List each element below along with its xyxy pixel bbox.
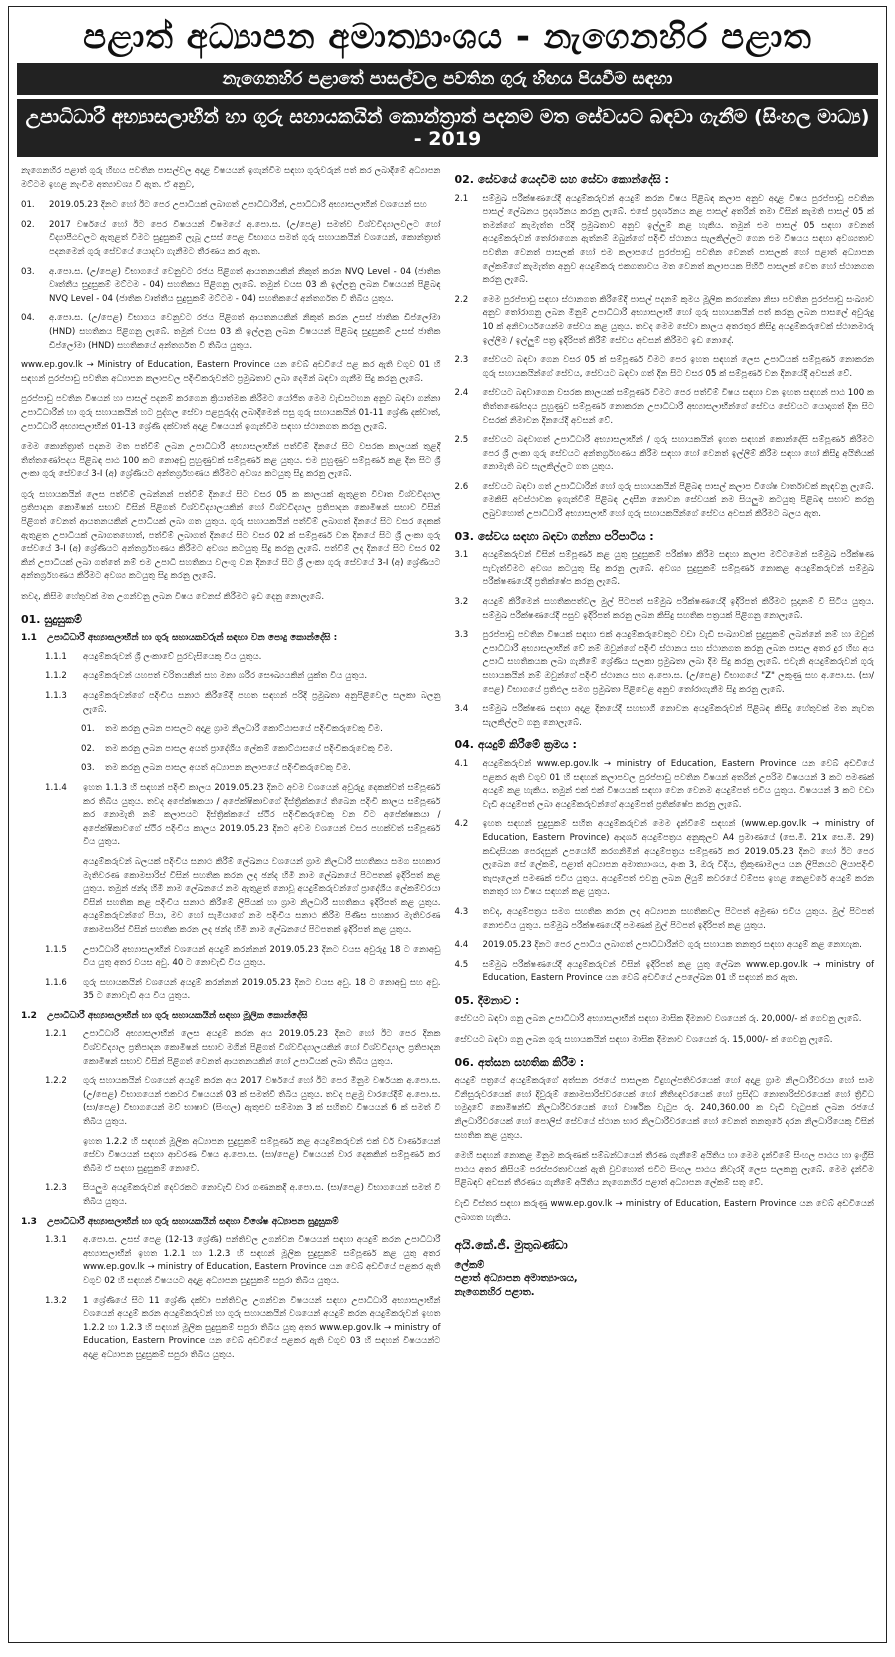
item-text: ඉහත 1.2.2 හි සඳහන් මූලික අධ්‍යාපන සුදුසුකම් සම්පූර්ණ කළ අයදුම්කරුවන් එක් වර් වාර්ණයෙන් සේවා විෂයයන් සඳහා ආවරණ විෂය අ.පො.ස. (සා/පෙළ) විෂයයන් වාර දෙකකින් සම්පූර්ණ කර තිබීම ඒ සඳහා සුදුසුකම් නොවේ.: [83, 1136, 441, 1174]
body-paragraph: ගුරු සහායකයින් ලෙස පත්වීම් ලබන්නන් පත්වීම් දිනයේ සිට වසර 05 ක කාලයක් ඇතුළත විවෘත විශ්වවිද්‍යාල ප්‍රතිපාදන කොමිෂන් සභාව විසින් පිළිගත් විශ්වවිද්‍යාලයකින් හෝ විශ්වවිද්‍යාල ප්‍රතිපාදන කොමිෂන් සභාව විසින් පිළිගත් වෙනත් ආයතනයකින් උපාධියක් ලබා ගත යුතුය. ගුරු සහායකයින් පත්වීම් ලබාගත් දිනයේ සිට වසර දෙකක් ඇතුළත උපාධියක් ලබාගතහොත්, පත්වීම් ලබාගත් දිනයේ සිට වසර 02 ක් සම්පූර්ණ වන දිනයේ සිට ශ්‍රී ලංකා ගුරු සේවයේ 3-I (අ) ශ්‍රේණියට අන්තර්ග්‍රහණය කිරීමට අවශ්‍ය කටයුතු සිදු කරනු ලැබේ. පත්වීම් ලද දිනයේ සිට වසර 02 කින් උපාධියක් ලබා ගත්තේ නම් එම උපාධි සහතිකය වලංගු වන දිනයේ සිට ශ්‍රී ලංකා ගුරු සේවයේ 3-I (අ) ශ්‍රේණියට අන්තර්ග්‍රහණය කිරීමට අවශ්‍ය කටයුතු සිදු කරනු ලැබේ.: [21, 489, 441, 582]
item-text: තම කරනු ලබන පාසල අයත් අධ්‍යාපන කලාපයේ පදිංචිකරුවෙකු වීම.: [105, 763, 351, 774]
item-number: 1.1.1: [45, 651, 67, 662]
subsection-number: 1.2: [21, 1010, 37, 1021]
item-number: 4.5: [454, 959, 469, 970]
item-number: 1.1.6: [45, 977, 67, 988]
list-item: [455, 354, 875, 381]
item-text: 1 ශ්‍රේණියේ සිට 11 ශ්‍රේණි දක්වා පන්තිවල උගන්වන විෂයයන් සඳහා උපාධිධාරී අභ්‍යාසලාභීන් වශයෙන් අයදුම් කරන අයදුම්කරුවන් හා ගුරු සහායකයින් වශයෙන් අයදුම් කරන අයදුම්කරුවන් ඉහත 1.2.2 හා 1.2.3 හි සඳහන් මූලික සුදුසුකම් සපුරා තිබිය යුතු අතර www.ep.gov.lk → ministry of Education, Eastern Province යන වෙබ් අඩවියේ පළකර ඇති වගුව 03 හි සඳහන් විෂයයන්ට අදාළ අධ්‍යාපන සුදුසුකම් සපුරා තිබිය යුතුය.: [83, 1295, 441, 1360]
list-item: [21, 856, 441, 938]
list-item: [21, 723, 441, 737]
list-item: [455, 193, 875, 288]
item-text: අයදුම්කරුවන් බලයක් පදිංචිය සනාථ කිරීම් ලේඛනය වශයෙන් ග්‍රාම නිලධාරී සහතිකය සමග සහකාර මැතිවරණ කොමසාරිස් විසින් සහතික කරන ලද ඡන්ද හිමි නාම ලේඛනයේ පිටපතක් ඉදිරිපත් කළ යුතුය. තමුන් ඡන්ද හිමි නාම ලේඛනයේ නම ඇතුළත් නොවූ අයදුම්කරුවන්ගේ ප්‍රාදේශීය ලේකම්වරයා විසින් සහතික කළ පදිංචිය සනාථ කිරීමේ ලිපියක් හා ග්‍රාම නිලධාරී සහතිකය ඉදිරිපත් කළ යුතුය. අයදුම්කරුවන්ගේ පියා, මව හෝ සැමියාගේ නම පදිංචිය සනාථ කිරීම පිණිස සහකාර මැතිවරණ කොමසාරිස් විසින් සහතික කරන ලද ඡන්ද හිමි නාම ලේඛනයේ පිටපතක් ඉදිරිපත් කළ යුතුය.: [83, 856, 441, 935]
item-text: සේවයට බඳවා ගත් උපාධිධාරීන් හෝ ගුරු සහායකයින් පිළිබඳ පාසල් කලාප විශේෂ වාර්තාවක් කැඳවනු ලැබේ. මෙකිසි අවස්ථාවක ඉගැන්වීම් පිළිබඳ උදාසීන නොවන සේවයක් නම සියලුම කටයුතු පිළිබඳ සභාව කරනු ලබුවහොත් උපාධිධාරී අභ්‍යාසලාභී හෝ ගුරු සහායකයින්ගේ සේවය අවසන් කිරීමට බලය ඇත.: [482, 481, 874, 520]
item-number: 03.: [21, 266, 35, 277]
item-number: 01.: [81, 724, 95, 735]
item-text: තවද, අයදුම්පත්‍රය සමග සහතික කරන ලද අධ්‍යාපන සහතිකවල පිටපත් අමුණා එවිය යුතුය. මුල් පිටපත් නොඑවිය යුතුය. සම්මුඛ පරීක්ෂණයේදී පමණක් මුල් පිටපත් ඉදිරිපත් කළ යුතුය.: [482, 906, 874, 931]
item-text: සේවයට බඳවාගෙන වසරක කාලයක් සම්පූර්ණ වීමට පෙර පත්වීම් විෂය සඳහා වන ඉහත සඳහන් පාඨ 100 ක තිත්තණෝපදය පුහුණුව සම්පූර්ණ නොකරන උපාධිධාරී අභ්‍යාසලාභීන්ගේ සේවය සේවයට යොදාගත් දින සිට වසරක් නිමාවන දිනයේදී අවසන් වේ.: [482, 388, 874, 426]
item-number: [45, 1136, 83, 1177]
body-paragraph: මෙහි සඳහන් නොකළ මිනුම කරුණක් සම්බන්ධයෙන් තීරණ ගැනීමේ අයිතිය හා මෙම දැන්වීමේ සිංහල පාඨය හා ඉංග්‍රීසි පාඨය අතර කිසියම් පරස්පරතාවයක් ඇති වුවහොත් එවිට සිංහල පාඨය නිවැරදි ලෙස සලකනු ලැබේ. මෙම දැන්වීම පිළිබඳව අවසන් තීරණය ගැනීමේ අයිතිය නැගෙනහිර පළාත් අධ්‍යාපන ලේකම් සතු වේ.: [454, 1151, 874, 1189]
item-number: 4.4: [454, 940, 469, 951]
item-number: 3.3: [454, 630, 469, 641]
item-text: තම කරනු ලබන පාසල අයත් ප්‍රාදේශීය ලේකම් කොට්ඨාසයේ පදිංචිකරුවෙකු වීම.: [105, 743, 393, 754]
intro-paragraph: නැගෙනහිර පළාත් ගුරු හිඟය පවතින පාසල්වල අදාළ විෂයයන් ඉගැන්වීම සඳහා ගුරුවරුන් පත් කර ලබාදීමේ අධ්‍යාපන මට්ටම ඉහළ නැංවීම අත්‍යාවශ්‍ය වී ඇත. ඒ අනුව,: [21, 166, 441, 190]
list-item: [21, 1295, 441, 1363]
item-text: ඉහත 1.1.3 හි සඳහන් පදිංචි කාලය 2019.05.23 දිනට අවම වශයෙන් අවුරුදු දෙකක්වත් සම්පූර්ණ කර තිබිය යුතුය. තවද අපේක්ෂකයා / අපේක්ෂිකාවගේ දිස්ත්‍රික්කයේ තිබෙන පදිංචි කාලය සම්පූර්ණ කර නොමැති නම් කලාපයට දිස්ත්‍රික්කයේ ස්ථිර පදිංචිකරුවෙකු වන විට අපේක්ෂකයා / අපේක්ෂිකාවගේ ස්ථිර පදිංචිය කාලය 2019.05.23 දිනට අවම වශයෙන් වසර පහක්වත් සම්පූර්ණ විය යුතුය.: [83, 782, 441, 848]
signatory-title: ලේකම්: [454, 1259, 485, 1271]
item-number: 3.2: [454, 597, 469, 608]
list-item: [455, 387, 875, 428]
item-number: [45, 856, 83, 938]
item-text: පුරප්පාඩු පවතින විෂයක් සඳහා එක් අයදුම්කරුවෙකුට වඩා වැඩි සංඛ්‍යාවක් සුදුසුකම් ලබන්නේ නම් හා ඔවුන් උපාධිධාරී අභ්‍යාසලාභීන් වේ නම් ඔවුන්ගේ පදිංචි ස්ථානය සහ ස්ථානගත කරනු ලබන පාසල අතර දුර හිඟ අය උපාධි සහතිකයක ලබා ගැනීමේ ශ්‍රේණිය සලකා ප්‍රමුඛතා ලබා දීම සිදු කරනු ලැබේ. එවැනි අයදුම්කරුවන් ගුරු සහායකයින් නම් ඔවුන්ගේ පදිංචි ස්ථානය සහ අ.පො.ස. (උ/පෙළ) විභාගයේ "Z" ලකුණු සහ අ.පො.ස. (සා/පෙළ) විභාගයේ ප්‍රතිඵල සමග ප්‍රමුඛතා පිළිවෙළ අනුව තෝරාගැනීම සිදු කරනු ලැබේ.: [482, 630, 874, 695]
item-number: 02.: [21, 219, 35, 230]
list-item: [21, 977, 441, 1004]
item-text: අයදුම්කරුවන් විසින් සම්පූර්ණ කළ යුතු සුදුසුකම් පරීක්ෂා කිරීම සඳහා කලාප මට්ටමෙන් සම්මුඛ පරීක්ෂණ පැවැත්වීමට අවශ්‍ය කටයුතු සිදු කරනු ලැබේ. අවශ්‍ය සුදුසුකම් සම්පූර්ණ නොකළ අයදුම්කරුවන් සම්මුඛ පරීක්ෂණයේදී ප්‍රතික්ෂේප කරනු ලැබේ.: [482, 550, 874, 588]
right-column: [455, 165, 875, 1369]
left-column: [21, 165, 441, 1369]
list-item: [455, 629, 875, 697]
item-number: 1.3.2: [45, 1295, 67, 1306]
list-item: [21, 651, 441, 665]
item-text: ගුරු සහායකයින් වශයෙන් අයදුම් කරන්නන් 2019.05.23 දිනට වයස අවු. 18 ට නොඅඩු සහ අවු. 35 ට නොවැඩි අය විය යුතුය.: [83, 977, 441, 1002]
item-number: 3.1: [454, 550, 469, 561]
item-number: 1.2.3: [45, 1183, 67, 1194]
list-item: [455, 549, 875, 590]
list-item: [21, 690, 441, 717]
item-text: අයදුම්කරුවන් www.ep.gov.lk → ministry of Education, Eastern Province යන වෙබ් අඩවියේ පළකර ඇති වගුව 01 හි සඳහන් කලාපවල පුරප්පාඩු පවතින විෂයන් අතරින් උපරිම විෂයයන් 3 කට පමණක් අයදුම් කළ හැකිය. තමුන් එක් එක් විෂයයක් සඳහා වෙන වෙනම අයදුම්පත් එවිය යුතුය. විෂයයන් 3 කට වඩා වැඩි අයදුම්පත් ලබා අයදුම්කරුවන්ගේ අයදුම්පත් ප්‍රතික්ෂේප කරනු ලැබේ.: [482, 758, 874, 810]
item-number: 1.1.4: [45, 782, 67, 793]
list-item: [455, 596, 875, 623]
item-number: 4.2: [454, 819, 469, 830]
item-text: අයදුම්කරුවන් ශ්‍රී ලංකාවේ පුරවැසියෙකු විය යුතුය.: [83, 651, 262, 662]
list-item: [21, 266, 441, 307]
list-item: [21, 312, 441, 353]
list-item: [21, 782, 441, 850]
body-paragraph: මෙම කොන්ත්‍රාත් පදනම මත පත්වීම් ලබන උපාධිධාරී අභ්‍යාසලාභීන් පත්වීම් දිනයේ සිට වසරක කාලයක් තුළදී තිත්තණෝපදය පිළිබඳ පාඨ 100 කට නොඅඩු පුහුණුවක් සම්පූර්ණ කළ යුතුය. එම පුහුණුව සම්පූර්ණ කළ දින සිට ශ්‍රී ලංකා ගුරු සේවයේ 3-I (අ) ශ්‍රේණියට අන්තර්ග්‍රහණය කිරීමට අවශ්‍ය කටයුතු සිදු කරනු ලැබේ.: [21, 442, 441, 480]
item-text: ගුරු සහායකයින් වශයෙන් අයදුම් කරන අය 2017 වර්ෂයේ හෝ ඊට පෙර මිනුම වර්ෂයක අ.පො.ස. (උ/පෙළ) විභාගයෙන් එකවර විෂයයන් 03 ක් සමත්වී තිබිය යුතුය. තවද පළමු වාරයේදීම් අ.පො.ස. (සා/පෙළ) විභාගයෙන් මව් භාෂාව (සිංහල) ඇතුළුව සම්මාන 3 ක් සහිතව විෂයයන් 6 ක් සමත් වී තිබිය යුතුය.: [83, 1076, 441, 1128]
item-text: අ.පො.ස. උසස් පෙළ (12-13 ශ්‍රේණි) පන්තිවල උගන්වන විෂයයන් සඳහා අයදුම් කරන උපාධිධාරී අභ්‍යාසලාභීන් ඉහත 1.2.1 හා 1.2.3 හි සඳහන් මූලික සුදුසුකම් සම්පූර්ණ කළ යුතු අතර www.ep.gov.lk → ministry of Education, Eastern Province යන වෙබ් අඩවියේ පළකර ඇති වගුව 02 හි සඳහන් විෂයයට අදාළ අධ්‍යාපන සුදුසුකම් සපුරා තිබිය යුතුය.: [83, 1235, 441, 1286]
item-number: 02.: [81, 743, 95, 754]
item-number: 4.1: [454, 758, 469, 769]
item-text: සේවයට බඳවා ගෙන වසර 05 ක් සම්පූර්ණ වීමට පෙර ඉහත සඳහන් ලෙස උපාධියක් සම්පූර්ණ නොකරන ගුරු සහායකයින්ගේ සේවය, සේවයට බඳවා ගත් දින සිට වසර 05 ක් සම්පූර්ණ වන දිනයේදී අවසන් වේ.: [482, 355, 874, 379]
item-text: තම කරනු ලබන පාසලට අදාළ ග්‍රාම නිලධාරී කොට්ඨාසයේ පදිංචිකරුවෙකු වීම.: [105, 724, 383, 735]
subtitle-band: නැගෙනහිර පළාතේ පාසල්වල පවතින ගුරු හිඟය පියවීම සඳහා: [17, 63, 878, 95]
item-text: අයදුම් කිරීමෙන් සහතිකපත්වල මුල් පිටපත් සම්මුඛ පරීක්ෂණයේදී ඉදිරිපත් කිරීමට සූදානම් වී සිටිය යුතුය. සම්මුඛ පරීක්ෂණයේදී පසුව ඉදිරිපත් කරනු ලබන කිසිදු සහතික පත්‍රයක් පිළිගනු නොලැබේ.: [482, 597, 874, 621]
item-number: 1.1.2: [45, 671, 67, 682]
subsection-title: උපාධිධාරී අභ්‍යාසලාභීන් හා ගුරු සහායකයින් සඳහා විශේෂ අධ්‍යාපන සුදුසුකම්: [47, 1216, 339, 1227]
list-item: [455, 481, 875, 522]
item-number: 1.2.1: [45, 1029, 67, 1040]
item-text: උපාධිධාරී අභ්‍යාසලාභීන් වශයෙන් අයදුම් කරන්නන් 2019.05.23 දිනට වයස අවුරුදු 18 ට නොඅඩු විය යුතු අතර වයස අවු. 40 ට නොවැඩි විය යුතුය.: [83, 944, 441, 969]
body-paragraph: අයදුම් පත්‍රයේ අයදුම්කරුගේ අත්සන රජයේ පාසලක විදුහල්පතිවරයෙක් හෝ අදාළ ග්‍රාම නිලධාරීවරයා හෝ සාම විනිසුරුවරයෙක් හෝ දිවුරුම් කොමසාරිස්වරයෙක් හෝ නීතිඥවරයෙක් හෝ ප්‍රසිද්ධ නොතාරිස්වරයෙක් හෝ ත්‍රිවිධ හමුදාවේ කොමිෂන්ඩ් නිලධාරීවරයෙක් හෝ වාර්ෂික වැටුප රු. 240,360.00 ක වැඩි වැටුපක් ලබන රජයේ නිලධාරීවරයෙක් හෝ පොලිස් සේවයේ ස්ථාන භාර නිලධාරීවරයෙක් හෝ වෙනත් තනතුරේ දරන නිලධාරියෙකු විසින් සහතික කළ යුතුය.: [454, 1076, 874, 1141]
item-number: 2.6: [454, 481, 469, 492]
item-text: සම්මුඛ පරීක්ෂණයේදී අයදුම්කරුවන් විසින් ඉදිරිපත් කළ යුතු ලේඛන www.ep.gov.lk → ministry of Education, Eastern Province යන වෙබ් අඩවියේ උපලේඛන 01 හි සඳහන් කර ඇත.: [482, 959, 874, 984]
item-text: ඉහත සඳහන් සුදුසුකම් සහිත අයදුම්කරුවන් මෙම දැන්වීමේ සඳහන් (www.ep.gov.lk → ministry of Education, Eastern Province) ආදර්ශ අයදුම්පත්‍රය අනුකූලව A4 ප්‍රමාණයේ (සෙ.මී. 21x සෙ.මී. 29) කඩදාසියක පෙරදසුන් උපයෝගී කරගනිමින් අයදුම්පත්‍රය සම්පූර්ණ කර 2019.05.23 දිනට හෝ ඊට පෙර ලැබෙන සේ ලේකම්, පළාත් අධ්‍යාපන අමාත්‍යාංශය, අංක 3, ඔරු වීදිය, ත්‍රිකුණාමලය යන ලිපිනයට ලියාපදිංචි තැපෑලෙන් පමණක් එවිය යුතුය. අයදුම්පත් එවනු ලබන ලියුම් කවරයේ වම්පස ඉහළ කෙළවරේ අයදුම් කරන තනතුර හා විෂය සඳහන් කළ යුතුය.: [482, 819, 874, 898]
signature-block: [455, 1239, 875, 1299]
website-paragraph: www.ep.gov.lk → Ministry of Education, Eastern Province යන වෙබ් අඩවියේ පළ කර ඇති වගුව 01 හි සඳහන් පුරප්පාඩු පවතින අධ්‍යාපන කලාපවල පදිංචිකරුවන්ට ප්‍රමුඛතාව ලබා දෙමින් බඳවා ගැනීම සිදු කරනු ලැබේ.: [21, 360, 441, 384]
item-text: අ.පො.ස. (උ/පෙළ) විභාගයේ වෙනුවට රජය පිළිගත් ආයතනයකින් නිකුත් කරන NVQ Level - 04 (ජාතික වෘත්තීය සුදුසුකම් මට්ටම - 04) සහතිකය පිළිගනු ලැබේ. තමුන් වයස 03 කි ඉල්ලනු ලබන විෂයයන් පිළිබඳ NVQ Level - 04 (ජාතික වෘත්තීය සුදුසුකම් මට්ටම - 04) සහතිකයේ අන්තර්ගත වී තිබිය යුතුය.: [49, 266, 441, 304]
advertisement-page: [8, 6, 887, 1643]
item-text: මෙම පුරප්පාඩු සඳහා ස්ථානගත කිරීමේදී පාසල් පදනම් කුමය මූලික කරගන්නා නිසා පවතින පුරප්පාඩු සංඛ්‍යාව අනුව තෝරාගනු ලබන මිනුම් උපාධිධාරී අභ්‍යාසලාභී හෝ ගුරු සහායකයින් පත් කරනු ලබන පාසලේ අවුරුදු 10 ක් අනිවාර්යයෙන්ම සේවය කළ යුතුය. තවද මෙම සේවා කාලය අතරතුර කිසිදු අයදුම්කරුවෙක් ස්ථානමාරු ඉල්ලීම / ඉල්ලුම් පත්‍ර ඉදිරිපත් කිරීම් සේවය අවසන් කිරීමට ඉඩ නොදේ.: [482, 294, 874, 346]
body-paragraph: තවද, කිසිම හේතුවක් මත උගන්වනු ලබන විෂය වෙනස් කිරීමට ඉඩ දෙනු නොලැබේ.: [21, 592, 325, 603]
list-item: [455, 959, 875, 986]
subsection-title: උපාධිධාරී අභ්‍යාසලාභීන් හා ගුරු සහායකයින් සඳහා මූලික කොන්දේසි: [47, 1010, 308, 1021]
section-heading-application-method: 04. අයදුම් කිරීමේ ක්‍රමය :: [454, 738, 577, 752]
list-item: [455, 906, 875, 933]
list-item: [455, 703, 875, 730]
item-text: 2019.05.23 දිනට හෝ ඊට පෙර උපාධියක් ලබාගත් උපාධිධාරීන්, උපාධිධාරී අභ්‍යාසලාභීන් වශයෙන් සහ: [49, 200, 427, 211]
subsection-heading: [21, 1216, 441, 1230]
subsection-number: 1.1: [21, 633, 37, 644]
item-text: සියලුම අයදුම්කරුවන් දෙවරකට නොවැඩි වාර ගණනකදී අ.පො.ස. (සා/පෙළ) විභාගයෙන් සමත් වී තිබිය යුතුය.: [83, 1183, 441, 1207]
body-paragraph: සේවයට බඳවා ගනු ලබන උපාධිධාරී අභ්‍යාසලාභීන් සඳහා මාසික දීමනාව වශයෙන් රු. 20,000/- ක් ගෙවනු ලැබේ.: [454, 1014, 862, 1025]
list-item: [21, 944, 441, 971]
item-text: අ.පො.ස. (උ/පෙළ) විභාගය වෙනුවට රජය පිළිගත් ආයතනයකින් නිකුත් කරන උසස් ජාතික ඩිප්ලෝමා (HND) සහතිකය පිළිගනු ලැබේ. තමුන් වයස 03 කි ඉල්ලනු ලබන විෂයයන් පිළිබඳ සුදුසුකම් උසස් ජාතික ඩිප්ලෝමා (HND) සහතිකයේ අන්තර්ගත වී තිබිය යුතුය.: [49, 313, 441, 351]
item-text: අයදුම්කරුවන්ගේ පදිංචිය සනාථ කිරීමේදී පහත සඳහන් පරිදි ප්‍රමුඛතා අනුපිළිවෙල සලකා බලනු ලැබේ.: [83, 691, 441, 715]
item-text: 2017 වර්ෂයේ හෝ ඊට පෙර විෂයයන් විෂමයේ අ.පො.ස. (උ/පෙළ) සමත්ව විශ්වවිද්‍යාලවලට හෝ විද්‍යාපීඨවලට ඇතුළත් වීමට සුදුසුකම් ලැබූ උසස් පෙළ විභාගය සමත් ගුරු සහායකයින් වශයෙන්, කොන්ත්‍රාත් පදනමෙන් ගුරු සේවයේ යොදවා ගැනීමට තීරණය කර ඇත.: [49, 219, 441, 257]
list-item: [455, 294, 875, 348]
item-number: 2.3: [454, 355, 469, 366]
item-number: 03.: [81, 763, 95, 774]
subsection-heading: [21, 1010, 441, 1024]
body-paragraph: සේවයට බඳවා ගනු ලබන ගුරු සහායකයින් සඳහා මාසික දීමනාව වශයෙන් රු. 15,000/- ක් ගෙවනු ලැබේ.: [454, 1035, 833, 1046]
item-number: 1.2.2: [45, 1076, 67, 1087]
body-paragraph: පුරප්පාඩු පවතින විෂයන් හා පාසල් පදනම් කරගෙන ක්‍රියාත්මක කිරීමට යෝජිත මෙම වැඩසටහන අනුව බඳවා ගන්නා උපාධිධාරීන් හා ගුරු සහායකයින් හට පුද්ගල සේවා පළපුරුද්ද ලබාදීමෙන් පසු ගුරු සහායකයින් 01-11 ශ්‍රේණි දක්වාත්, උපාධිධාරී අභ්‍යාසලාභීන් 01-13 ශ්‍රේණි දක්වාත් අදාළ විෂයයන් ඉගැන්වීම සඳහා ස්ථානගත කරනු ලැබේ.: [21, 394, 441, 432]
item-number: 2.2: [454, 294, 469, 305]
content-columns: [9, 157, 886, 1369]
item-number: 3.4: [454, 704, 469, 715]
item-number: 01.: [21, 200, 35, 211]
list-item: [21, 1028, 441, 1069]
item-number: 2.5: [454, 435, 469, 446]
list-item: [21, 743, 441, 757]
section-heading-allowance: 05. දීමනාව :: [454, 993, 520, 1007]
item-text: සම්මුඛ පරීක්ෂණයේදී අයදුම්කරුවන් අයදුම් කරන විෂය පිළිබඳ කලාප අනුව අදාළ විෂය පුරප්පාඩු පවතින පාසල් ලේඛනය ප්‍රදර්ශනය කරනු ලැබේ. එසේ ප්‍රදර්ශනය කළ පාසල් අතරින් තමා විසින් කැමති පාසල් 05 ක් තමන්ගේ කැමැත්ත පරිදි ප්‍රමුඛතාව අනුව ඉල්ලුම් කළ හැකිය. තමුන් එම පාසල් 05 සඳහා වෙනත් අයදුම්කරුවන් තෝරාගෙන ඇත්නම් ඔබුන්ගේ පදිංචි ස්ථානය සැලකිල්ලට ගෙන එම විෂයය සඳහා අවශ්‍යතාව පවතින වෙනත් පාසලක් හෝ එම කලාපයේ පුරප්පාඩු පවතින වෙනත් පාසලක් හෝ පළාත් අධ්‍යාපන ලේකම්ගේ කැමැත්ත අනුව අයදුම්කරු එකගතාවය මත වෙනත් කලාපයක පිහිටි පාසලක් වෙත හෝ ස්ථානගත කරනු ලැබේ.: [482, 193, 874, 286]
subsection-heading: [21, 632, 441, 646]
headline-band: උපාධිධාරී අභ්‍යාසලාභීන් හා ගුරු සහායකයින් කොන්ත්‍රාත් පදනම මත සේවයට බඳවා ගැනීම (සිංහල මාධ්‍ය) - 2019: [17, 99, 878, 157]
signatory-place: නැගෙනහිර පළාත.: [454, 1286, 535, 1298]
section-heading-recruitment-procedure: 03. සේවය සඳහා බඳවා ගන්නා පරිපාටිය :: [454, 529, 654, 543]
page-title: පළාත් අධ්‍යාපන අමාත්‍යාංශය - නැගෙනහිර පළාත: [83, 17, 812, 57]
list-item: [21, 1075, 441, 1129]
list-item: [455, 434, 875, 475]
signatory-name: අයි.කේ.ජී. මුතුබණ්ඩා: [454, 1238, 568, 1253]
section-heading-signature-certification: 06. අත්සන සහතික කිරීම :: [454, 1055, 585, 1069]
body-paragraph: වැඩි විස්තර සඳහා කරුණු www.ep.gov.lk → ministry of Education, Eastern Province යන වෙබ් අඩවියෙන් ලබාගත හැකිය.: [454, 1199, 874, 1223]
item-text: උපාධිධාරී අභ්‍යාසලාභීන් ලෙස අයදුම් කරන අය 2019.05.23 දිනට හෝ ඊට පෙර දිනක විශ්වවිද්‍යාල ප්‍රතිපාදන කොමිෂන් සභාව මගින් පිළිගත් විශ්වවිද්‍යාලයකින් හෝ විශ්වවිද්‍යාල ප්‍රතිපාදන කොමිෂන් සභාව විසින් පිළිගත් වෙනත් ආයතනයකින් හෝ උපාධියක් ලබා තිබිය යුතුය.: [83, 1029, 441, 1067]
item-text: සම්මුඛ පරීක්ෂණ සඳහා අදාළ දිනයේදී සහභාගී නොවන අයදුම්කරුවන් පිළිබඳ කිසිදු හේතුවක් මත නැවත සැලකිල්ලට ගනු නොලැබේ.: [482, 704, 874, 728]
signatory-organization: පළාත් අධ්‍යාපන අමාත්‍යාංශය,: [454, 1273, 578, 1285]
list-item: [21, 762, 441, 776]
item-number: 2.4: [454, 388, 469, 399]
section-heading-qualifications: 01. සුදුසුකම්: [21, 612, 82, 626]
item-text: සේවයට බඳවාගත් උපාධිධාරී අභ්‍යාසලාභීන් / ගුරු සහායකයින් ඉහත සඳහන් කොන්දේසි සම්පූර්ණ කිරීමට පෙර ශ්‍රී ලංකා ගුරු සේවයට අන්තර්ග්‍රහණය කිරීම සඳහා හෝ වෙනත් ඉල්ලීම් කිරීම සඳහා හෝ කිසිදු අයිතියක් නොමැති බව සැලකිල්ලට ගත යුතුය.: [482, 435, 874, 473]
list-item: [21, 1182, 441, 1209]
list-item: [455, 758, 875, 812]
list-item: [21, 1136, 441, 1177]
subsection-title: උපාධිධාරී අභ්‍යාසලාභීන් හා ගුරු සහායකවරුන් සඳහා වන පොදු කොන්දේසි :: [47, 633, 338, 644]
item-number: 4.3: [454, 906, 469, 917]
subsection-number: 1.3: [21, 1216, 37, 1227]
list-item: [21, 199, 441, 213]
item-number: 1.3.1: [45, 1235, 67, 1246]
list-item: [21, 219, 441, 260]
item-text: 2019.05.23 දිනට පෙර උපාධිය ලබාගත් උපාධිධාරීන්ට ගුරු සහායක තනතුර සඳහා අයදුම් කළ නොහැක.: [482, 940, 862, 951]
item-number: 1.1.5: [45, 944, 67, 955]
list-item: [455, 939, 875, 953]
item-number: 1.1.3: [45, 691, 67, 701]
list-item: [21, 1234, 441, 1288]
item-text: අයදුම්කරුවන් යහපත් චරිතයකින් සහ මනා ශරීර සෞඛ්‍යයකින් යුක්ත විය යුතුය.: [83, 671, 368, 682]
list-item: [21, 670, 441, 684]
list-item: [455, 818, 875, 900]
section-heading-service-conditions: 02. සේවයේ යෙදවීම සහ සේවා කොන්දේසි :: [454, 173, 669, 186]
item-number: 2.1: [454, 193, 469, 204]
item-number: 04.: [21, 313, 35, 324]
